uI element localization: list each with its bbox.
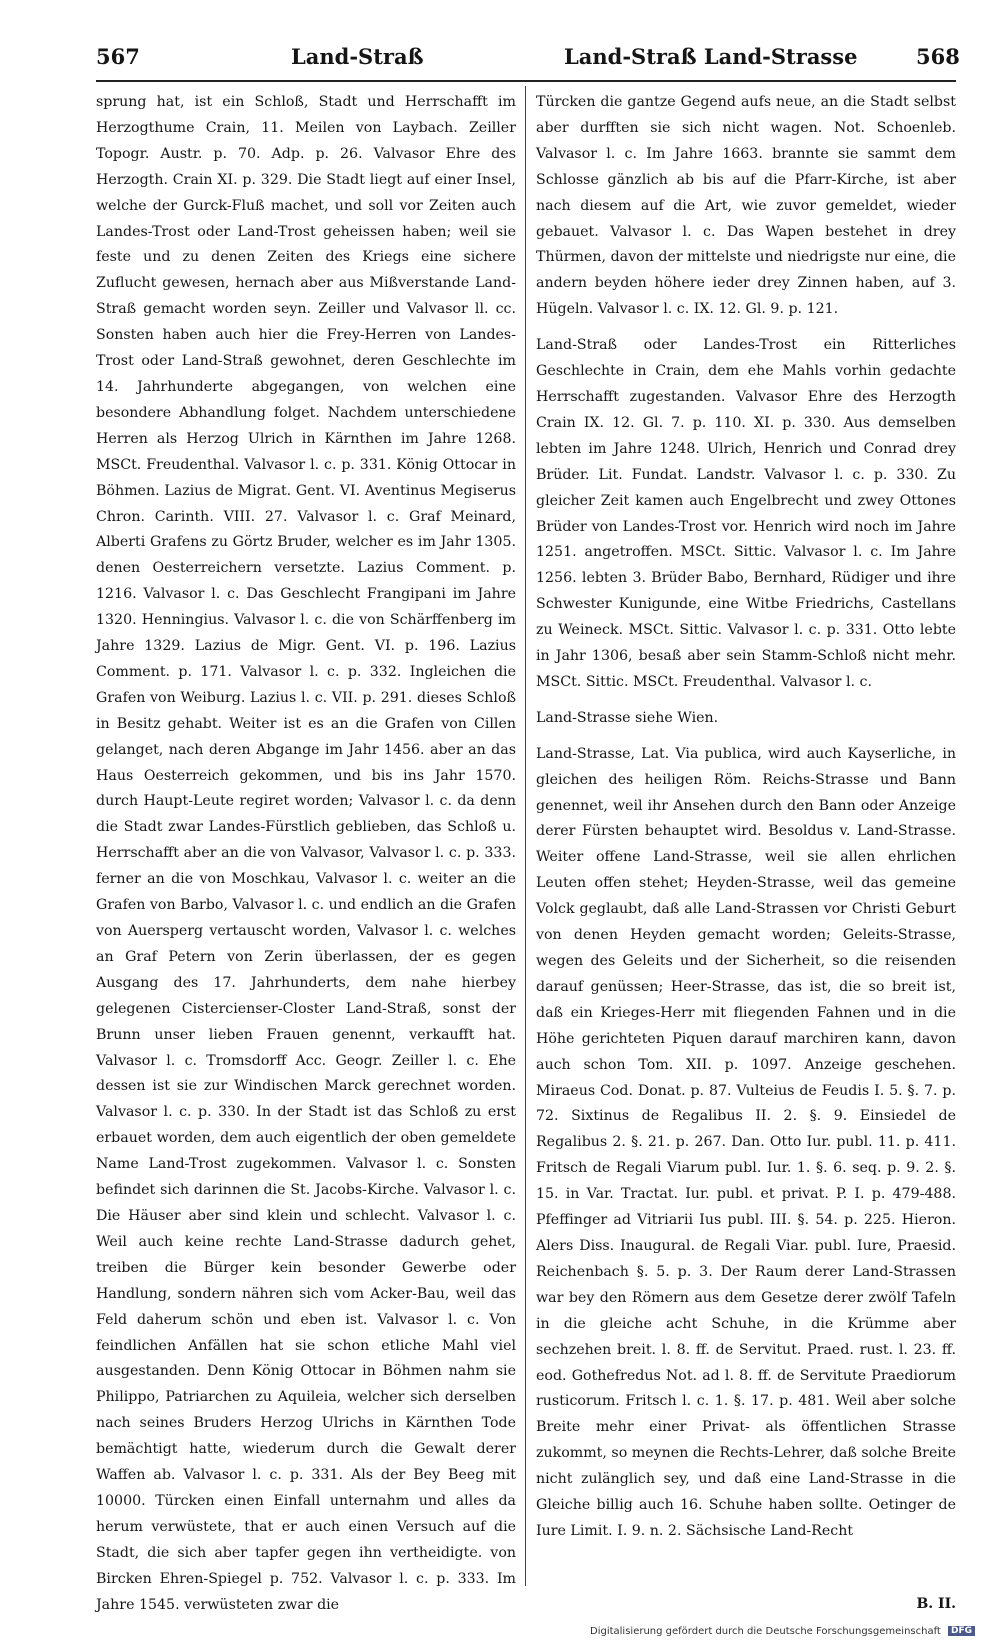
header-rule (96, 80, 956, 82)
page-number-right: 568 (916, 44, 960, 69)
dfg-logo: DFG (948, 1626, 975, 1636)
entry-land-strasse-via-publica: Land-Strasse, Lat. Via publica, wird auch Kayserliche, in gleichen des heiligen Röm. Reichs-Strasse und Bann genennet, weil ihr Ansehen durch den Bann oder Anzeige derer Fürsten behauptet wird. Besoldus v. Land-Strasse. Weiter offene Land-Strasse, weil sie allen ehrlichen Leuten offen stehet; Heyden-Strasse, weil das gemeine Volck geglaubt, daß alle Land-Strassen vor Christi Geburt von denen Heyden gemacht worden; Geleits-Strasse, wegen des Geleits und der Sicherheit, so die reisenden darauf genüssen; Heer-Strasse, das ist, die so breit ist, daß ein Krieges-Herr mit fliegenden Fahnen und in die Höhe gerichteten Piquen darauf marchiren kann, davon auch schon Tom. XII. p. 1097. Anzeige geschehen. Miraeus Cod. Donat. p. 87. Vulteius de Feudis I. 5. §. 7. p. 72. Sixtinus de Regalibus II. 2. §. 9. Einsiedel de Regalibus 2. §. 21. p. 267. Dan. Otto Iur. publ. 11. p. 411. Fritsch de Regali Viarum publ. Iur. 1. §. 6. seq. p. 9. 2. §. 15. in Var. Tractat. Iur. publ. et privat. P. I. p. 479-488. Pfeffinger ad Vitriarii Ius publ. III. §. 54. p. 225. Hieron. Alers Diss. Inaugural. de Regali Viar. publ. Iure, Praesid. Reichenbach §. 5. p. 3. Der Raum derer Land-Strassen war bey den Römern aus dem Gesetze derer zwölf Tafeln in die gleiche acht Schuhe, in die Krümme aber sechzehen breit. l. 8. ff. de Servitut. Praed. rust. l. 23. ff. eod. Gothefredus Not. ad l. 8. ff. de Servitute Praediorum rusticorum. Fritsch l. c. 1. §. 17. p. 481. Weil aber solche Breite mehr einer Privat- als öffentlichen Strasse zukommt, so meynen die Rechts-Lehrer, daß solche Breite nicht zulänglich sey, und daß eine Land-Strasse in die Gleiche billig auch 16. Schuhe haben sollte. Oetinger de Iure Limit. I. 9. n. 2. Sächsische Land-Recht (536, 745, 956, 1539)
running-title-right: Land-Straß Land-Strasse (564, 44, 858, 69)
left-paragraph: sprung hat, ist ein Schloß, Stadt und Herrschafft im Herzogthume Crain, 11. Meilen von Laybach. Zeiller Topogr. Austr. p. 70. Adp. p. 26. Valvasor Ehre des Herzogth. Crain XI. p. 329. Die Stadt liegt auf einer Insel, welche der Gurck-Fluß machet, und soll vor Zeiten auch Landes-Trost oder Land-Trost geheissen haben; weil sie feste und zu denen Zeiten des Kriegs eine sichere Zuflucht gewesen, hernach aber aus Mißverstande Land-Straß gemacht worden seyn. Zeiller und Valvasor ll. cc. Sonsten haben auch hier die Frey-Herren von Landes-Trost oder Land-Straß gewohnet, deren Geschlechte im 14. Jahrhunderte abgegangen, von welchen eine besondere Abhandlung folget. Nachdem unterschiedene Herren als Herzog Ulrich in Kärnthen im Jahre 1268. MSCt. Freudenthal. Valvasor l. c. p. 331. König Ottocar in Böhmen. Lazius de Migrat. Gent. VI. Aventinus Megiserus Chron. Carinth. VIII. 27. Valvasor l. c. Graf Meinard, Alberti Grafens zu Görtz Bruder, welcher es im Jahr 1305. denen Oesterreichern versetzte. Lazius Comment. p. 1216. Valvasor l. c. Das Geschlecht Frangipani im Jahre 1320. Henningius. Valvasor l. c. die von Schärffenberg im Jahre 1329. Lazius de Migr. Gent. VI. p. 196. Lazius Comment. p. 171. Valvasor l. c. p. 332. Ingleichen die Grafen von Weiburg. Lazius l. c. VII. p. 291. dieses Schloß in Besitz gehabt. Weiter ist es an die Grafen von Cillen gelanget, nach deren Abgange im Jahr 1456. aber an das Haus Oesterreich gekommen, und bis ins Jahr 1570. durch Haupt-Leute regiret worden; Valvasor l. c. da denn die Stadt zwar Landes-Fürstlich geblieben, das Schloß u. Herrschafft aber an die von Valvasor, Valvasor l. c. p. 333. ferner an die von Moschkau, Valvasor l. c. weiter an die Grafen von Barbo, Valvasor l. c. und endlich an die Grafen von Auersperg vertauscht worden, Valvasor l. c. welches an Graf Petern von Zerin überlassen, der es gegen Ausgang des 17. Jahrhunderts, dem nahe hierbey gelegenen Cistercienser-Closter Land-Straß, sonst der Brunn unser lieben Frauen genennt, verkaufft hat. Valvasor l. c. Tromsdorff Acc. Geogr. Zeiller l. c. Ehe dessen ist sie zur Windischen Marck gerechnet worden. Valvasor l. c. p. 330. In der Stadt ist das Schloß zu erst erbauet worden, dem auch eigentlich der oben gemeldete Name Land-Trost zugekommen. Valvasor l. c. Sonsten befindet sich darinnen die St. Jacobs-Kirche. Valvasor l. c. Die Häuser aber sind klein und schlecht. Valvasor l. c. Weil auch keine rechte Land-Strasse dadurch gehet, treiben die Bürger kein besonder Gewerbe oder Handlung, sondern nähren sich vom Acker-Bau, weil das Feld daherum schön und eben ist. Valvasor l. c. Von feindlichen Anfällen hat sie schon etliche Mahl viel ausgestanden. Denn König Ottocar in Böhmen nahm sie Philippo, Patriarchen zu Aquileia, welcher sich derselben nach seines Bruders Herzog Ulrichs in Kärnthen Tode bemächtigt hatte, wiederum durch die Gewalt derer Waffen ab. Valvasor l. c. p. 331. Als der Bey Beeg mit 10000. Türcken einen Einfall unternahm und alles da herum verwüstete, that er auch einen Versuch auf die Stadt, die sich aber tapfer gegen ihn vertheidigte. von Bircken Ehren-Spiegel p. 752. Valvasor l. c. p. 333. Im Jahre 1545. verwüsteten zwar die (96, 94, 516, 1613)
column-divider (525, 86, 526, 1586)
page-number-left: 567 (96, 44, 140, 69)
digitization-footer (590, 1626, 996, 1642)
left-column (96, 90, 516, 1613)
right-paragraph-1: Türcken die gantze Gegend aufs neue, an die Stadt selbst aber durfften sie sich nicht wagen. Not. Schoenleb. Valvasor l. c. Im Jahre 1663. brannte sie sammt dem Schlosse gänzlich ab bis auf die Pfarr-Kirche, ist aber nach diesem auf die Art, wie zuvor gemeldet, wieder gebauet. Valvasor l. c. Das Wapen bestehet in drey Thürmen, davon der mittelste und niedrigste nur eine, die andern beyden höhere ieder drey Zinnen haben, auf 3. Hügeln. Valvasor l. c. IX. 12. Gl. 9. p. 121. (536, 94, 956, 318)
right-column (536, 90, 956, 1585)
footer-text: Digitalisierung gefördert durch die Deutsche Forschungsgemeinschaft (590, 1626, 941, 1637)
page-header (96, 44, 960, 80)
catchword: B. II. (916, 1596, 956, 1612)
running-title-left: Land-Straß (291, 44, 424, 69)
entry-land-strass-geschlecht: Land-Straß oder Landes-Trost ein Ritterliches Geschlechte in Crain, dem ehe Mahls vorhin gedachte Herrschafft zugestanden. Valvasor Ehre des Herzogth Crain IX. 12. Gl. 7. p. 110. XI. p. 330. Aus demselben lebten im Jahre 1248. Ulrich, Henrich und Conrad drey Brüder. Lit. Fundat. Landstr. Valvasor l. c. p. 330. Zu gleicher Zeit kamen auch Engelbrecht und zwey Ottones Brüder von Landes-Trost vor. Henrich wird noch im Jahre 1251. angetroffen. MSCt. Sittic. Valvasor l. c. Im Jahre 1256. lebten 3. Brüder Babo, Bernhard, Rüdiger und ihre Schwester Kunigunde, eine Witbe Friedrichs, Castellans zu Weineck. MSCt. Sittic. Valvasor l. c. p. 331. Otto lebte in Jahr 1306, besaß aber sein Stamm-Schloß nicht mehr. MSCt. Sittic. MSCt. Freudenthal. Valvasor l. c. (536, 337, 956, 690)
book-page (96, 0, 960, 1643)
entry-land-strasse-siehe-wien: Land-Strasse siehe Wien. (536, 709, 719, 726)
